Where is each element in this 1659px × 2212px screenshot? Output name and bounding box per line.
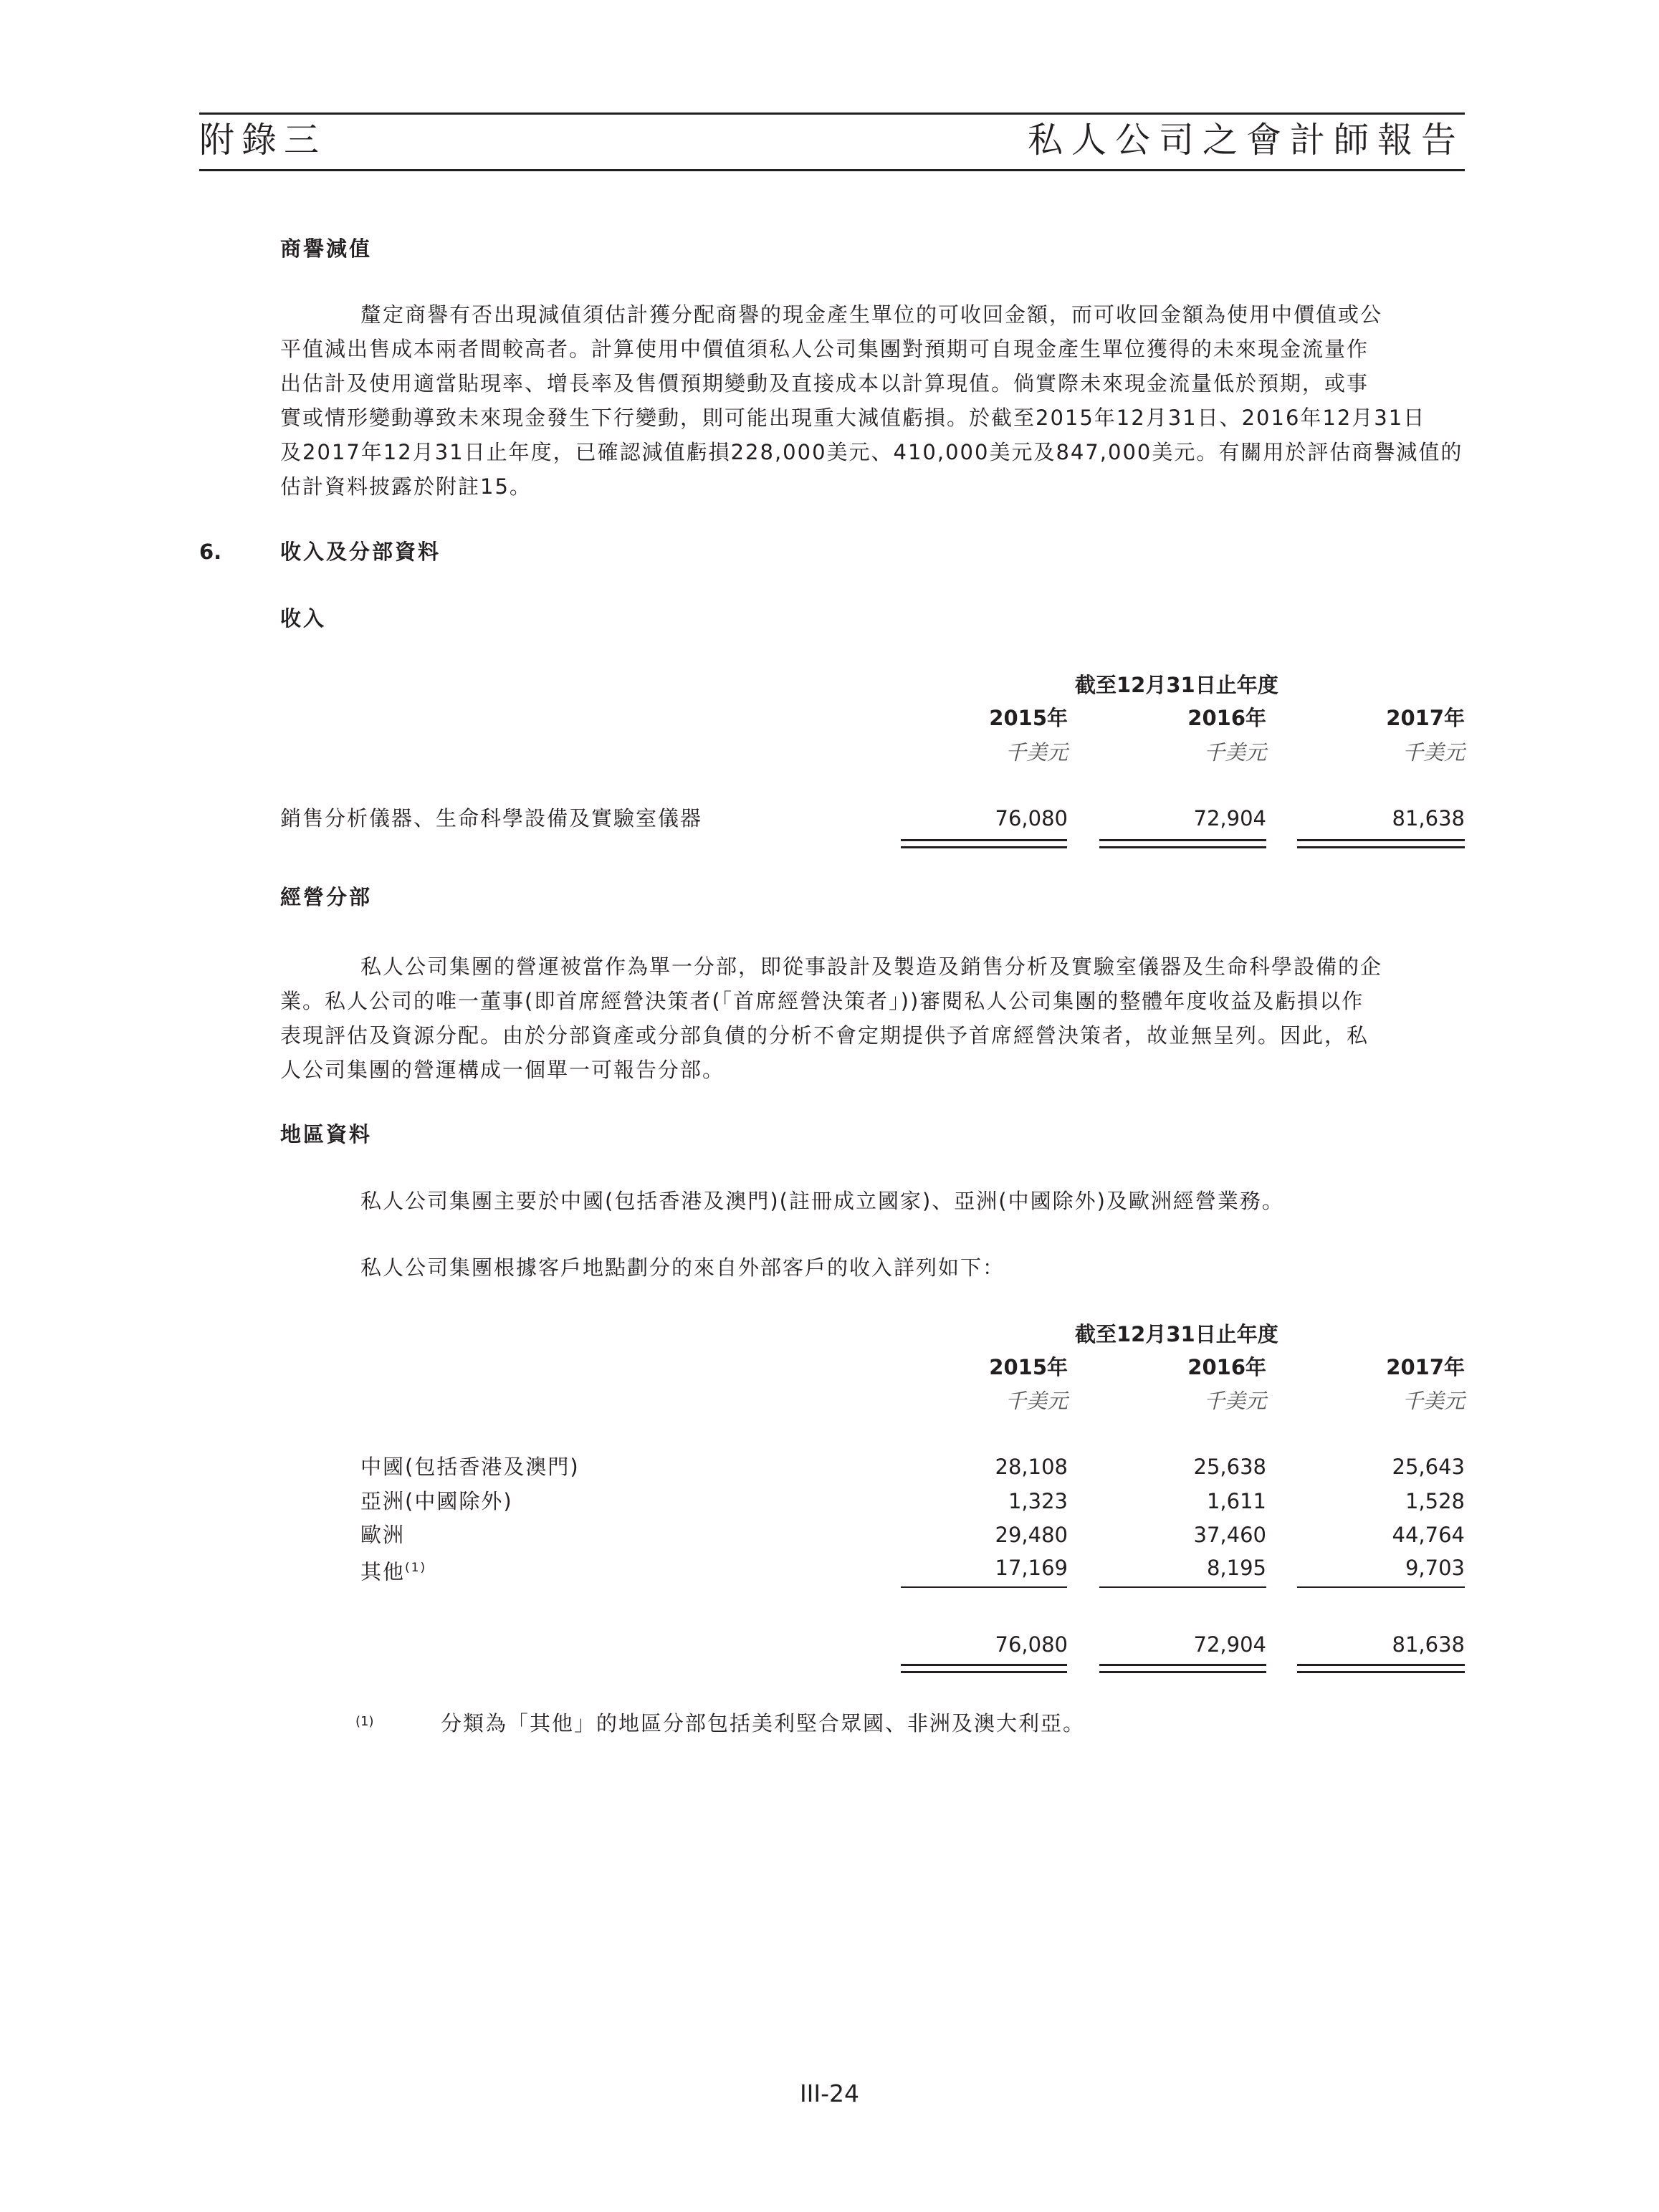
geo-row-value: 25,638 <box>1193 1455 1266 1479</box>
total-double-rule <box>1099 1671 1266 1673</box>
goodwill-line: 估計資料披露於附註15。 <box>280 474 532 499</box>
total-double-rule <box>1099 1664 1266 1666</box>
geo-total-2016: 72,904 <box>1193 1632 1266 1657</box>
revenue-heading: 收入 <box>280 606 327 631</box>
geo-row-label-others <box>360 1553 426 1586</box>
geo-unit-2015: 千美元 <box>1005 1389 1068 1413</box>
revenue-double-rule <box>901 846 1067 848</box>
revenue-year-2015: 2015年 <box>989 706 1068 730</box>
goodwill-line: 實或情形變動導致未來現金發生下行變動，則可能出現重大減值虧損。於截至2015年12月31日、2016年12月31日 <box>280 406 1426 430</box>
geo-row-value: 9,703 <box>1405 1556 1465 1580</box>
goodwill-heading: 商譽減值 <box>280 236 373 261</box>
revenue-double-rule <box>901 839 1067 841</box>
goodwill-line: 釐定商譽有否出現減值須估計獲分配商譽的現金產生單位的可收回金額，而可收回金額為使用中價值或公 <box>360 302 1383 327</box>
goodwill-line: 及2017年12月31日止年度，已確認減值虧損228,000美元、410,000美元及847,000美元。有關用於評估商譽減值的 <box>280 440 1463 464</box>
subtotal-rule <box>1099 1586 1266 1588</box>
geo-row-label: 歐洲 <box>360 1523 406 1547</box>
geo-row-value: 37,460 <box>1193 1523 1266 1547</box>
geo-row-value: 29,480 <box>995 1523 1068 1547</box>
geo-year-2017: 2017年 <box>1386 1355 1465 1379</box>
revenue-value-2015: 76,080 <box>995 806 1068 830</box>
footnote-text: 分類為「其他」的地區分部包括美利堅合眾國、非洲及澳大利亞。 <box>441 1711 1086 1735</box>
geo-unit-2016: 千美元 <box>1203 1389 1266 1413</box>
geo-paragraph-1: 私人公司集團主要於中國(包括香港及澳門)(註冊成立國家)、亞洲(中國除外)及歐洲經營業務。 <box>360 1189 1284 1213</box>
geo-period-header: 截至12月31日止年度 <box>1075 1322 1278 1346</box>
geo-row-value: 8,195 <box>1206 1556 1266 1580</box>
revenue-double-rule <box>1297 839 1465 841</box>
geo-heading: 地區資料 <box>280 1122 373 1146</box>
total-double-rule <box>1297 1671 1465 1673</box>
revenue-unit-2015: 千美元 <box>1005 740 1068 765</box>
revenue-unit-2016: 千美元 <box>1203 740 1266 765</box>
geo-row-value: 1,611 <box>1206 1489 1266 1513</box>
revenue-value-2016: 72,904 <box>1193 806 1266 830</box>
section-number: 6. <box>199 540 222 564</box>
geo-row-value: 1,528 <box>1405 1489 1465 1513</box>
header-bottom-rule <box>199 169 1465 171</box>
revenue-unit-2017: 千美元 <box>1402 740 1465 765</box>
revenue-row-label: 銷售分析儀器、生命科學設備及實驗室儀器 <box>280 806 703 830</box>
revenue-double-rule <box>1099 839 1266 841</box>
geo-row-value: 17,169 <box>995 1556 1068 1580</box>
geo-row-value: 44,764 <box>1392 1523 1465 1547</box>
geo-row-value: 1,323 <box>1008 1489 1068 1513</box>
goodwill-line: 出估計及使用適當貼現率、增長率及售價預期變動及直接成本以計算現值。倘實際未來現金流量低於預期，或事 <box>280 371 1369 396</box>
segments-line: 人公司集團的營運構成一個單一可報告分部。 <box>280 1058 725 1082</box>
goodwill-paragraph <box>280 297 1465 504</box>
segments-paragraph <box>280 949 1465 1087</box>
revenue-double-rule <box>1099 846 1266 848</box>
appendix-label: 附錄三 <box>199 120 327 161</box>
footnote-ref: (1) <box>405 1561 427 1575</box>
segments-line: 私人公司集團的營運被當作為單一分部，即從事設計及製造及銷售分析及實驗室儀器及生命科學設備的企 <box>360 954 1383 979</box>
subtotal-rule <box>1297 1586 1465 1588</box>
total-double-rule <box>1297 1664 1465 1666</box>
total-double-rule <box>901 1671 1067 1673</box>
geo-unit-2017: 千美元 <box>1402 1389 1465 1413</box>
geo-row-label: 亞洲(中國除外) <box>360 1489 513 1513</box>
goodwill-line: 平值減出售成本兩者間較高者。計算使用中價值須私人公司集團對預期可自現金產生單位獲得的未來現金流量作 <box>280 337 1369 361</box>
geo-row-label-text: 其他 <box>360 1559 406 1584</box>
revenue-double-rule <box>1297 846 1465 848</box>
report-title: 私人公司之會計師報告 <box>1027 120 1465 161</box>
page-number: III-24 <box>799 2079 860 2107</box>
geo-year-2016: 2016年 <box>1187 1355 1266 1379</box>
geo-year-2015: 2015年 <box>989 1355 1068 1379</box>
segments-heading: 經營分部 <box>280 885 373 909</box>
segments-line: 業。私人公司的唯一董事(即首席經營決策者(「首席經營決策者」))審閱私人公司集團的整體年度收益及虧損以作 <box>280 989 1364 1013</box>
revenue-year-2016: 2016年 <box>1187 706 1266 730</box>
section-title: 收入及分部資料 <box>280 540 441 564</box>
total-double-rule <box>901 1664 1067 1666</box>
geo-row-label: 中國(包括香港及澳門) <box>360 1455 580 1479</box>
footnote-marker: (1) <box>355 1714 374 1729</box>
revenue-year-2017: 2017年 <box>1386 706 1465 730</box>
geo-paragraph-2: 私人公司集團根據客戶地點劃分的來自外部客戶的收入詳列如下： <box>360 1255 1005 1280</box>
header-top-rule <box>199 112 1465 115</box>
revenue-period-header: 截至12月31日止年度 <box>1075 673 1278 697</box>
geo-total-2017: 81,638 <box>1392 1632 1465 1657</box>
segments-line: 表現評估及資源分配。由於分部資產或分部負債的分析不會定期提供予首席經營決策者，故並無呈列。因此，私 <box>280 1023 1369 1048</box>
geo-row-value: 25,643 <box>1392 1455 1465 1479</box>
revenue-value-2017: 81,638 <box>1392 806 1465 830</box>
subtotal-rule <box>901 1586 1067 1588</box>
geo-row-value: 28,108 <box>995 1455 1068 1479</box>
geo-total-2015: 76,080 <box>995 1632 1068 1657</box>
